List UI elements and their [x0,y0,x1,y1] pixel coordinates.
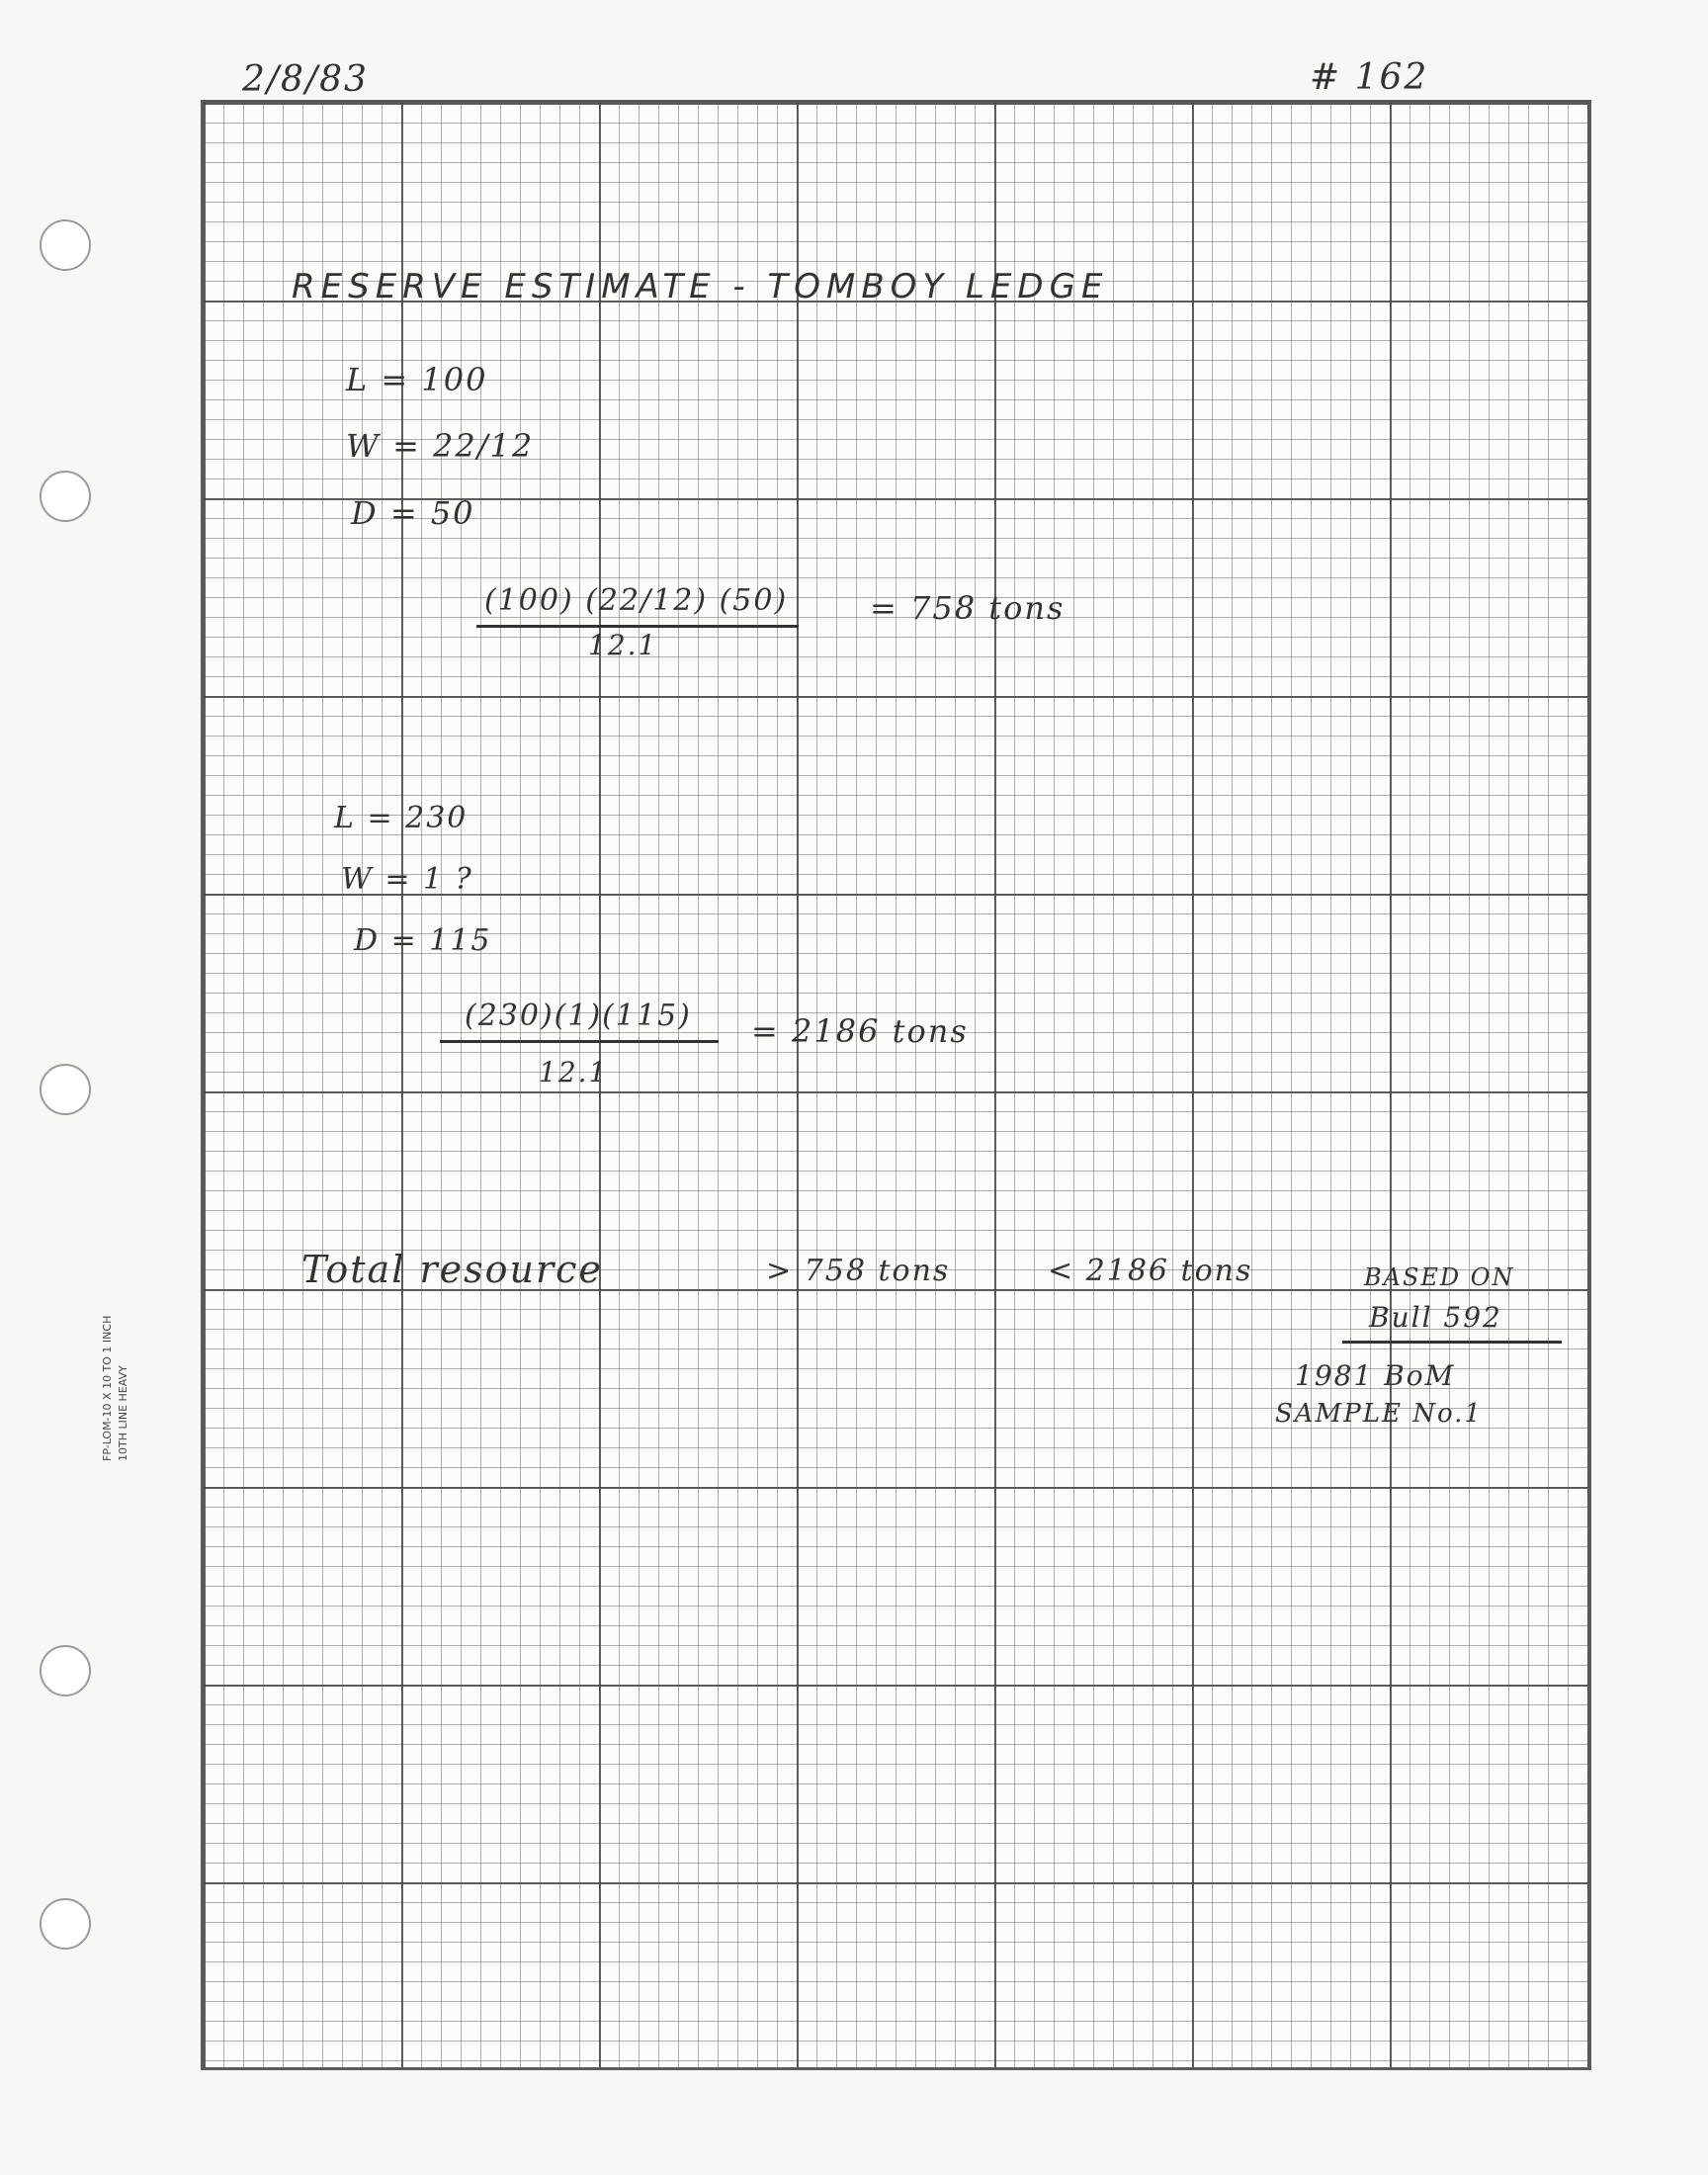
source-year: 1981 BoM [1295,1359,1456,1392]
formula-result-1: = 758 tons [870,589,1066,627]
binder-hole [40,219,91,271]
depth-value-1: D = 50 [351,494,475,532]
total-max: < 2186 tons [1048,1254,1253,1288]
source-sample: SAMPLE No.1 [1275,1399,1483,1429]
formula-numerator-2: (230)(1)(115) [465,999,692,1033]
source-bulletin: Bull 592 [1369,1301,1502,1334]
fraction-line-1 [476,625,799,628]
source-based-on: BASED ON [1364,1263,1515,1291]
binder-hole [40,1064,91,1115]
formula-denominator-1: 12.1 [588,629,658,661]
total-min: > 758 tons [766,1254,951,1288]
binder-hole [40,1645,91,1696]
depth-value-2: D = 115 [354,923,492,958]
width-value-2: W = 1 ? [341,862,473,897]
paper-imprint-line-1: FP-LOM-10 X 10 TO 1 INCH [101,1315,114,1461]
formula-result-2: = 2186 tons [751,1012,969,1050]
paper-imprint-line-2: 10TH LINE HEAVY [117,1365,129,1461]
formula-numerator-1: (100) (22/12) (50) [484,583,789,618]
length-value-1: L = 100 [346,361,488,398]
date: 2/8/83 [242,59,369,100]
source-underline [1342,1341,1562,1344]
length-value-2: L = 230 [334,801,469,835]
page-number: # 162 [1310,57,1429,98]
binder-hole [40,1898,91,1950]
fraction-line-2 [440,1040,719,1043]
width-value-1: W = 22/12 [346,427,535,465]
formula-denominator-2: 12.1 [539,1056,609,1088]
page-title: RESERVE ESTIMATE - TOMBOY LEDGE [292,267,1109,306]
total-label: Total resource [301,1248,603,1291]
binder-hole [40,471,91,522]
